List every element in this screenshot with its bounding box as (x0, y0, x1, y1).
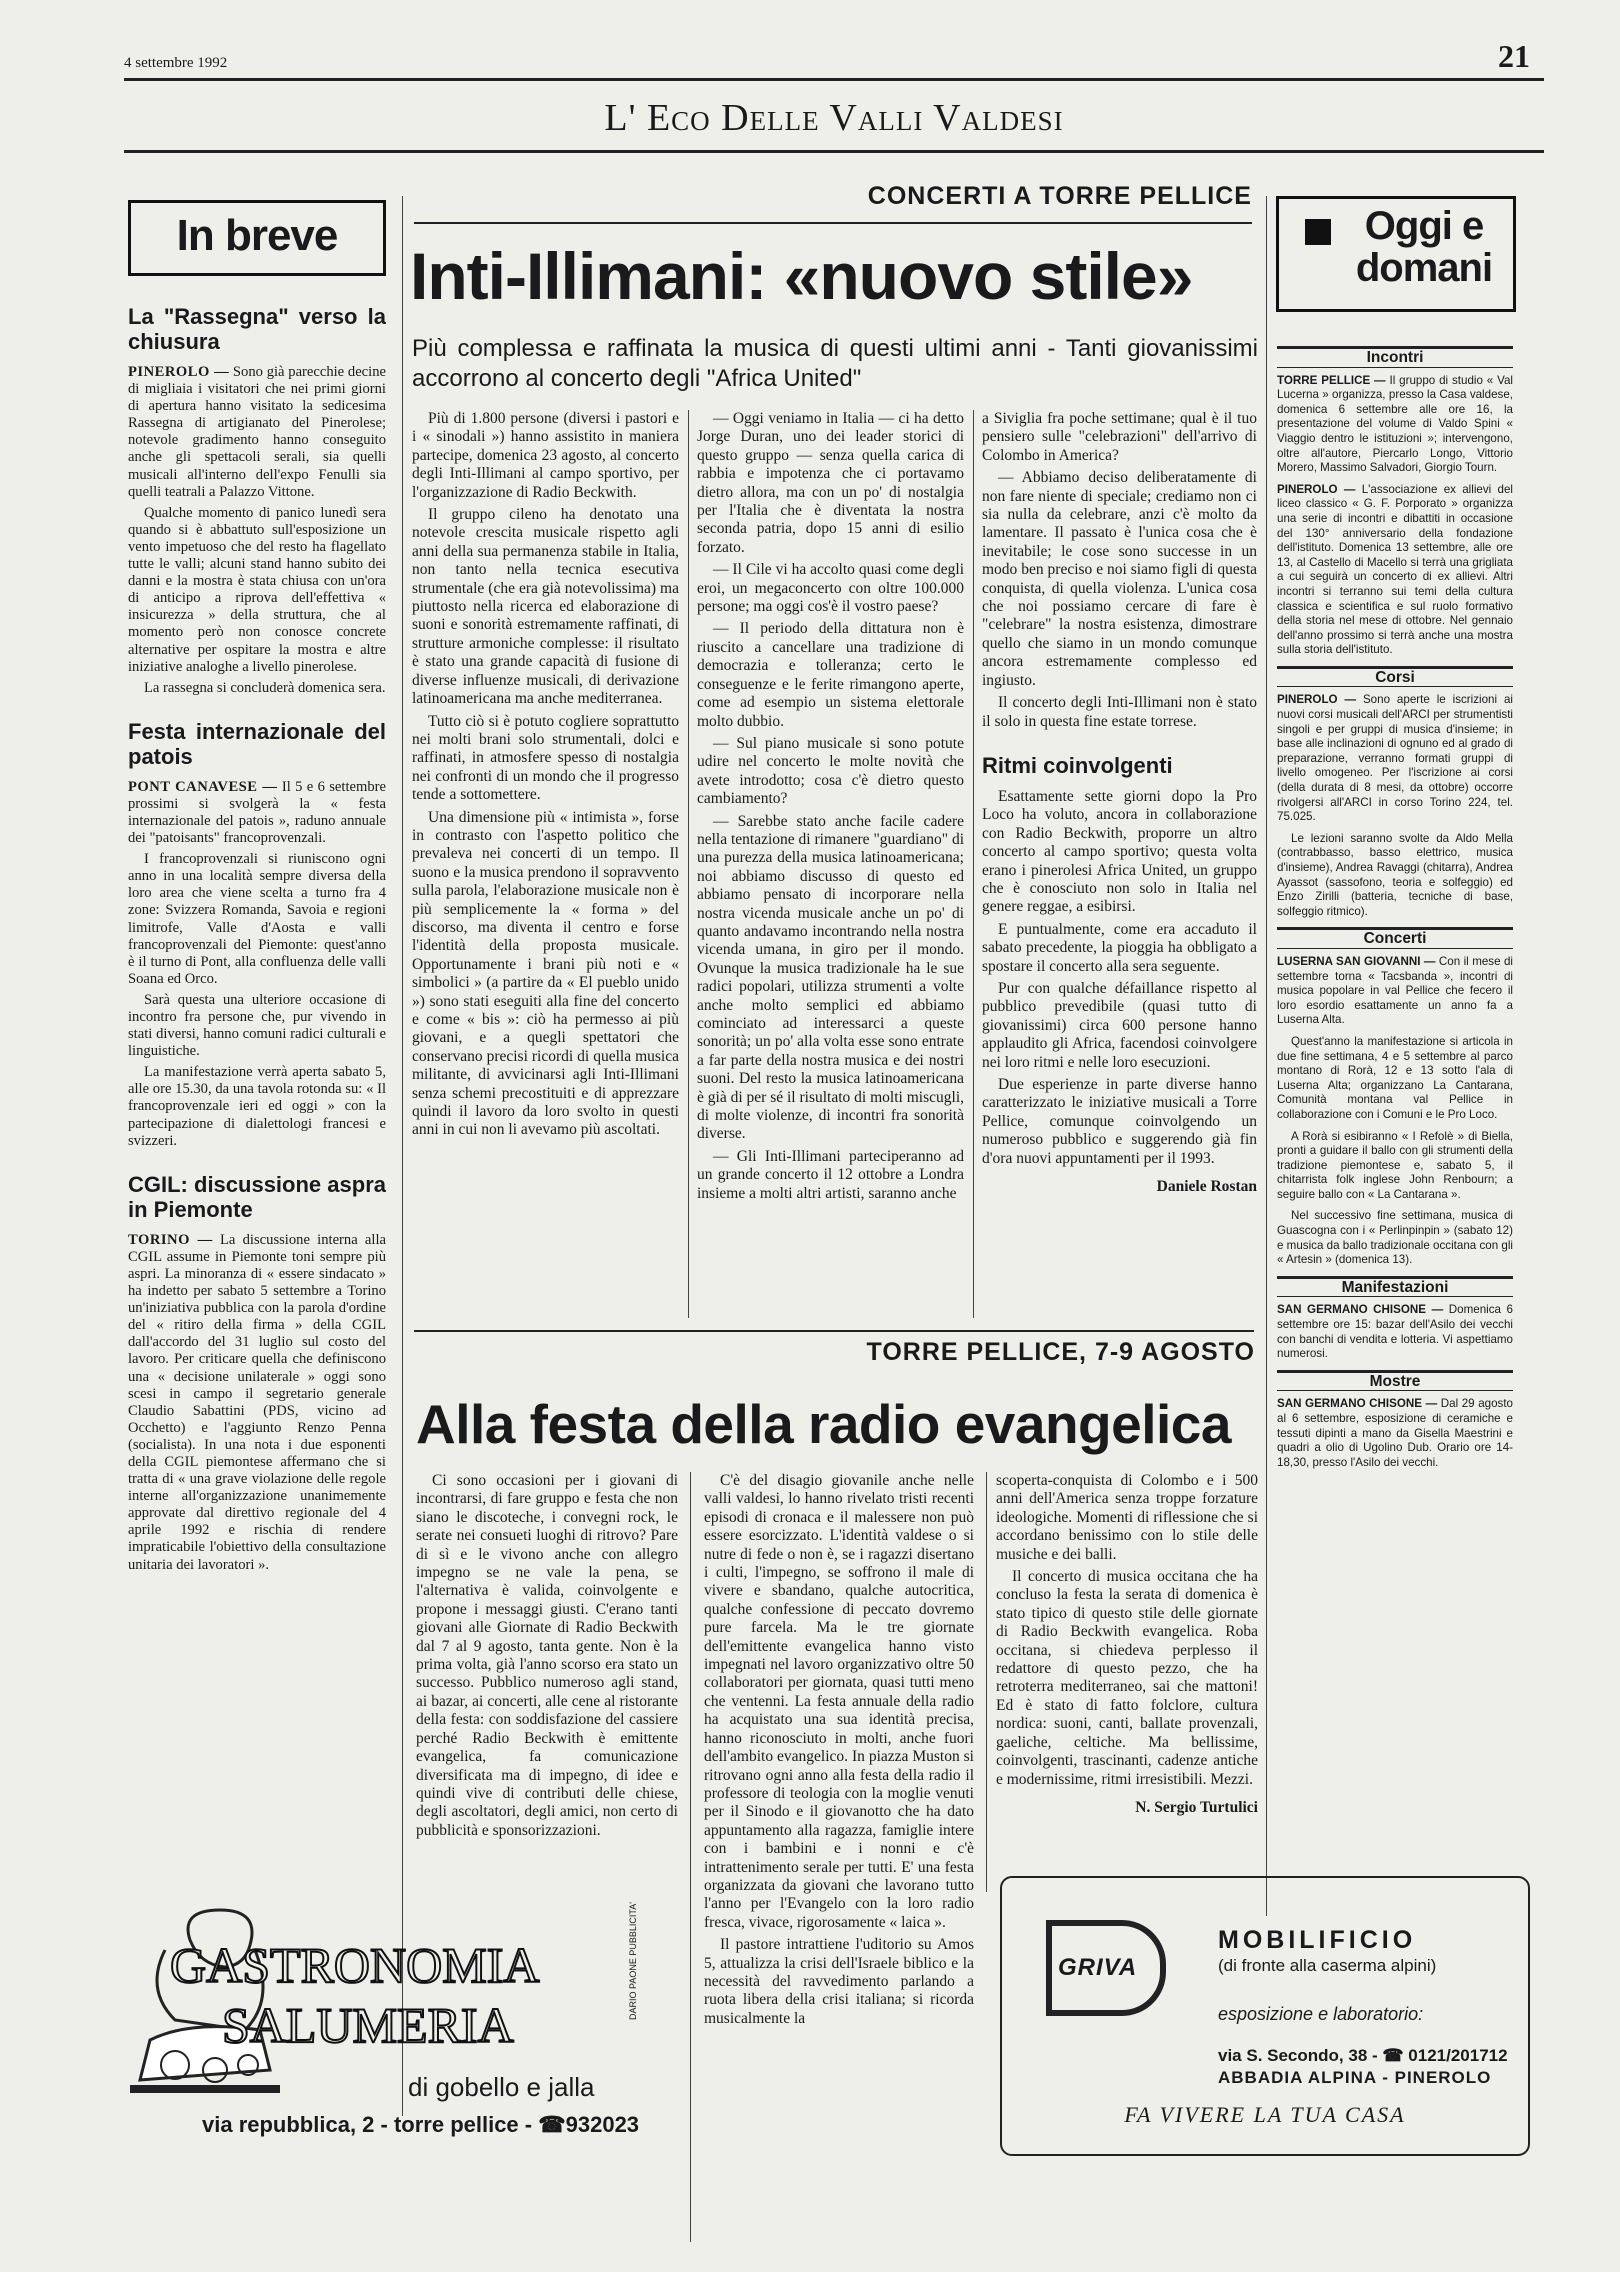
paragraph: Una dimensione più « intimista », forse in contrasto con l'aspetto politico che prevaleva nei concerti di un tempo. Il suono e la musica prendono il sopravvento sulla parola, l'elaborazione musicale non è più semplicemente la « forma » del discorso, ma diventa il centro e forse l'identità della proposta musicale. Opportunamente i brani più noti e « simbolici » (a partire da « El pueblo unido ») sono stati eseguiti alla fine del concerto e come « bis »: ciò ha permesso ai più giovani, e a quegli spettatori che conservano precisi ricordi di quella musica militante, di avvicinarsi agli Inti-Illimani senza schemi precostituiti e di apprezzare quindi il lavoro da loro svolto in questi anni in cui non li avevamo più ascoltati. (412, 808, 679, 1139)
paragraph-text: Sono già parecchie decine di migliaia i visitatori che nei primi giorni di apertura hanno visitato la sedicesima Rassegna di artigianato del Pinerolese; notevole gradimento hanno conseguito anche gli spettacoli serali, sia quelli musicali all'interno dell'expo Fenulli sia quelli teatrali a Palazzo Vittone. (128, 364, 386, 500)
header-rule (124, 78, 1544, 81)
paragraph: Il concerto di musica occitana che ha concluso la festa la serata di domenica è stato tipico di questo stile delle giornate di Radio Beckwith evangelica. Roba occitana, si chiedeva perplesso il redattore di questo pezzo, che ha retroterra mediterraneo, sai che mattoni! Ed è stato di fatto folclore, cultura nordica: suoni, canti, ballate provenzali, gaeliche, celtiche. Ma bellissime, coinvolgenti, trascinanti, cadenze antiche e modernissime, ritmi irresistibili. Mezzi. (996, 1568, 1258, 1788)
ad-gastronomia-phone: 932023 (565, 2112, 640, 2137)
column-divider-left (402, 196, 403, 2116)
oggi-title: Oggi e domani (1355, 204, 1493, 290)
paragraph: Tutto ciò si è potuto cogliere soprattutto nei molti brani solo strumentali, dolci e raffinati, in atmosfere spesso di nostalgia nei confronti di un mondo che il progresso tende a sottomettere. (412, 712, 679, 804)
section-heading: Festa internazionale del patois (128, 718, 386, 769)
section-heading: Mostre (1277, 1370, 1513, 1392)
listing-item (1277, 483, 1513, 658)
subheading: Ritmi coinvolgenti (982, 752, 1173, 778)
paragraph: Il concerto degli Inti-Illimani non è stato il solo in questa fine estate torrese. (982, 694, 1257, 730)
section-heading: Incontri (1277, 346, 1513, 368)
section-heading: Manifestazioni (1277, 1276, 1513, 1298)
article2-column-2 (704, 1472, 974, 2242)
ad-mobilificio-subtitle: (di fronte alla caserma alpini) (1218, 1956, 1437, 1975)
listing-text: Con il mese di settembre torna « Tacsbanda », incontri di musica popolare in val Pellice che fecero il loro esordio esattamente un anno fa a Luserna Alta. (1277, 954, 1513, 1027)
paragraph-text: La manifestazione verrà aperta sabato 5, alle ore 15.30, da una tavola rotonda su: « Il francoprovenzale ieri ed oggi » con la partecipazione di dialettologi francesi e svizzeri. (128, 1064, 386, 1149)
ad-mobilificio-title: MOBILIFICIO (1218, 1926, 1417, 1954)
column-divider-right (1266, 196, 1267, 1916)
paragraph (128, 680, 386, 697)
paragraph: Esattamente sette giorni dopo la Pro Loco ha voluto, ancora in collaborazione con Radio Beckwith, proporre un altro concerto al campo sportivo; questa volta erano i pinerolesi Africa United, un gruppo che è conosciuto non solo in Italia nel genere reggae, a esibirsi. (982, 787, 1257, 916)
paragraph (128, 992, 386, 1060)
section-heading: La "Rassegna" verso la chiusura (128, 304, 386, 354)
listing-item (1277, 832, 1513, 920)
griva-logo (1046, 1920, 1166, 2016)
paragraph: Il pastore intrattiene l'uditorio su Amos 5, attualizza la crisi dell'Israele biblico e la necessità del ravvedimento parlando a ruota libera della crisi italiana; si ricorda musicalmente la (704, 1936, 974, 2027)
section-heading: Concerti (1277, 927, 1513, 949)
in-breve-column (128, 296, 386, 1906)
paragraph: Il gruppo cileno ha denotato una notevole crescita musicale rispetto agli anni della sua permanenza stabile in Italia, non tanto nella tecnica esecutiva strumentale (che era già notevolissima) ma piuttosto nella ricerca ed elaborazione di suoni e sonorità estremamente raffinati, di strutture armoniche complesse: il risultato è stato una grande capacità di fusione di diverse influenze musicali, di derivazione latinoamericana ma anche mediterranea. (412, 506, 679, 708)
masthead-rule (124, 150, 1544, 153)
ad-gastronomia-address-line (202, 2112, 639, 2138)
paragraph-text: I francoprovenzali si riuniscono ogni anno in una località sempre diversa della loro area che viene scelta a turno fra 4 zone: Svizzera Romanda, Savoia e regioni limitrofe, Valle d'Aosta e valli francoprovenzali del Piemonte: quest'anno è il turno di Pont, alla confluenza delle valli Soana ed Orco. (128, 851, 386, 987)
paragraph (128, 779, 386, 847)
paragraph (128, 1232, 386, 1574)
listing-item (1277, 955, 1513, 1028)
listing-item (1277, 1130, 1513, 1203)
paragraph: a Siviglia fra poche settimane; qual è il tuo pensiero sulle "celebrazioni" dell'arrivo di Colombo in America? (982, 410, 1257, 464)
byline: Daniele Rostan (1156, 1178, 1257, 1196)
listing-item (1277, 693, 1513, 824)
byline: N. Sergio Turtulici (1135, 1798, 1258, 1816)
article2-column-1 (416, 1472, 678, 1892)
listing-text: Nel successivo fine settimana, musica di Guascogna con i « Perlinpinpin » (sabato 12) e musica da ballo tradizionale occitana con gli « Artesin » (domenica 13). (1277, 1209, 1513, 1267)
column-divider (690, 1472, 691, 2242)
article1-column-3 (982, 410, 1257, 1320)
paragraph-text: Il 5 e 6 settembre prossimi si svolgerà la « festa internazionale del patois », raduno annuale dei "patoisants" francoprovenzali. (128, 778, 386, 847)
section-heading: Corsi (1277, 666, 1513, 688)
column-divider (986, 1472, 987, 1892)
paragraph: scoperta-conquista di Colombo e i 500 anni dell'America senza troppe forzature ideologiche. Momenti di riflessione che si accordano benissimo con lo stile delle musiche e dei balli. (996, 1472, 1258, 1563)
paragraph: Ci sono occasioni per i giovani di incontrarsi, di fare gruppo e festa che non siano le discoteche, i convegni rock, le serate nei consueti luoghi di ritrovo? Pare di sì e le vivono anche con allegro impegno se ne vale la pena, se l'alternativa è valida, coinvolgente e propone i messaggi giusti. C'erano tanti giovani alle Giornate di Radio Beckwith dal 7 al 9 agosto, tanta gente. Non è la prima volta, già l'anno scorso era stato un successo. Pubblico numeroso agli stand, ai bazar, ai concerti, alle cene al ristorante della festa: con soddisfazione del cassiere perché Radio Beckwith è emittente evangelica, fa comunicazione diversificata ma di impegno, di idee e quindi vive di contributi delle chiese, degli ascoltatori, degli amici, non certo di pubblicità e sponsorizzazioni. (416, 1472, 678, 1839)
paragraph: Due esperienze in parte diverse hanno caratterizzato le iniziative musicali a Torre Pellice, comunque coinvolgendo un numeroso pubblico e suggerendo già fin d'ora nuovi appuntamenti per il 1993. (982, 1076, 1257, 1167)
dateline: TORINO — (128, 1231, 213, 1248)
oggi-column (1277, 338, 1513, 1748)
ad-mobilificio-address-line (1218, 2046, 1508, 2066)
paragraph (128, 364, 386, 501)
ad-mobilificio-address: via S. Secondo, 38 - (1218, 2046, 1378, 2065)
paragraph: — Il Cile vi ha accolto quasi come degli eroi, un megaconcerto con oltre 100.000 persone; ma oggi cos'è il vostro paese? (697, 561, 964, 616)
dateline: PINEROLO — (128, 364, 230, 380)
in-breve-title: In breve (176, 211, 338, 260)
ad-mobilificio-label: esposizione e laboratorio: (1218, 2004, 1424, 2024)
column-divider (688, 410, 689, 1318)
paragraph (128, 505, 386, 676)
oggi-box (1276, 196, 1516, 312)
griva-logo-text: GRIVA (1058, 1954, 1138, 1981)
listing-item (1277, 1209, 1513, 1267)
in-breve-box (128, 200, 386, 276)
article1-headline: Inti-Illimani: «nuovo stile» (410, 239, 1193, 313)
masthead: L' Eco Delle Valli Valdesi (604, 97, 1064, 139)
ad-gastronomia-owners: di gobello e jalla (408, 2072, 595, 2102)
ad-gastronomia-address: via repubblica, 2 - torre pellice - (202, 2112, 533, 2137)
listing-text: Il gruppo di studio « Val Lucerna » organizza, presso la Casa valdese, domenica 6 settembre alle ore 16, la presentazione del volume di Valdo Spini « Viaggio dentro le istituzioni »; intervengono, oltre all'autore, Piercarlo Longo, Vittorio Morero, Massimo Salvadori, Giorgio Tourn. (1277, 373, 1513, 475)
page-date: 4 settembre 1992 (124, 55, 228, 71)
telephone-icon: ☎ (532, 2112, 566, 2137)
article2-kicker: TORRE PELLICE, 7-9 AGOSTO (866, 1338, 1255, 1366)
article1-column-1 (412, 410, 679, 1320)
ad-mobilificio-city: ABBADIA ALPINA - PINEROLO (1218, 2068, 1492, 2087)
listing-text: Quest'anno la manifestazione si articola in due fine settimana, 4 e 5 settembre al parco montano di Rorà, 12 e 13 sotto l'ala di Luserna Alta; organizzano La Cantarana, Comunità montana val Pellice in collaborazione con i Comuni e le Pro Loco. (1277, 1034, 1513, 1121)
paragraph-text: Qualche momento di panico lunedì sera quando si è abbattuto sull'esposizione un vento impetuoso che del resto ha flagellato tutte le valli; alcuni stand hanno subito dei danni e la mostra è stata chiusa con un'ora di anticipo a riprova dell'effettiva « insicurezza » della struttura, che al momento però non conosce concrete alternative per ospitare la mostra e altre iniziative analoghe a livello pinerolese. (128, 504, 386, 675)
article1-kicker: CONCERTI A TORRE PELLICE (867, 182, 1252, 210)
paragraph: Pur con qualche défaillance rispetto al pubblico prevedibile (quasi tutto di giovanissimi) circa 600 persone hanno applaudito gli Africa, facendosi coinvolgere nei loro ritmi e nelle loro esecuzioni. (982, 979, 1257, 1071)
ad-mobilificio-phone: 0121/201712 (1408, 2046, 1508, 2065)
paragraph: — Il periodo della dittatura non è riuscito a cancellare una tradizione di democrazia e tolleranza; certo le conseguenze e le ferite rimangono aperte, come ad esempio un sistema elettorale molto dubbio. (697, 620, 964, 730)
ad-mobilificio-slogan: FA VIVERE LA TUA CASA (1124, 2102, 1406, 2127)
page-number: 21 (1498, 38, 1530, 74)
paragraph: C'è del disagio giovanile anche nelle valli valdesi, lo hanno rivelato tristi recenti episodi di cronaca e il malessere non può essere esorcizzato. L'identità valdese o si nutre di fede o non è, se i ragazzi disertano i culti, l'impegno, se soffrono il male di vivere e sbandano, qualche autocritica, qualche confessione di peccato dovremo pure farcela. Ma le tre giornate dell'emittente evangelica hanno visto impegnati nel lavoro organizzativo oltre 50 collaboratori per giornata, quasi tutti meno che ventenni. La festa annuale della radio ha acquistato una sua identità precisa, hanno riconosciuto in molti, anche fuori dell'ambito evangelico. In piazza Muston si ritrovano ogni anno alla festa della radio il professore di teologia con la moglie venuti per il Sinodo e il giovanotto che ha dato appuntamento alla ragazza, famiglie intere con i bambini e i nonni e c'è intrattenimento serale per tutti. E' una festa organizzata da giovani che lavorano tutto l'anno per l'Evangelo con la loro radio fresca, vivace, rigorosamente « laica ». (704, 1472, 974, 1931)
listing-item (1277, 1397, 1513, 1470)
ad-gastronomia (130, 1900, 678, 2148)
listing-text: Le lezioni saranno svolte da Aldo Mella (contrabbasso, basso elettrico, musica d'insieme), Andrea Ravaggi (chitarra), Andrea Ayassot (sassofono, teoria e solfeggio) ed Enzo Zirilli (batteria, tecniche di base, solfeggio ritmico). (1277, 831, 1513, 918)
listing-item (1277, 374, 1513, 476)
paragraph (128, 851, 386, 988)
paragraph-text: La rassegna si concluderà domenica sera. (144, 679, 386, 696)
paragraph: — Sarebbe stato anche facile cadere nella tentazione di rimanere "guardiano" di una purezza della musica latinoamericana; noi abbiamo discusso di questo ed abbiamo pensato di incorporare nella nostra vicenda musicale anche un po' di quanto andavamo incontrando nella nostra vicenda umana, in giro per il mondo. Ovunque la musica tradizionale ha le sue radici popolari, utilizza strumenti a volte anche molto semplici ed abbiamo cominciato ad interessarci a queste sonorità; un po' alla volta esse sono entrate a far parte della nostra musica e dei nostri suoni. Del resto la musica latinoamericana è già di per sé il risultato di molti miscugli, di molte violenze, di incontri fra sonorità diverse. (697, 812, 964, 1143)
paragraph-text: La discussione interna alla CGIL assume in Piemonte toni sempre più aspri. La minoranza di « essere sindacato » ha indetto per sabato 5 settembre a Torino un'iniziativa pubblica con la parola d'ordine del « ritiro della firma » della CGIL dall'accordo del 31 luglio sul costo del lavoro. Per criticare quella che definiscono una « decisione unilaterale » oggi sono scesi in campo il segretario generale Claudio Sabattini (PDS, vicino ad Occhetto) e l'aggiunto Renzo Penna (socialista). In una nota i due esponenti della CGIL piemontese affermano che si tratta di « una grave violazione delle regole interne all'organizzazione unanimemente approvate dal direttivo regionale del 4 aprile 1992 e rischia di rendere impraticabile l'obiettivo della consultazione unitaria dei lavoratori ». (128, 1231, 386, 1573)
ad-gastronomia-credit: DARIO PAONE PUBBLICITA' (628, 1902, 638, 2020)
paragraph: E puntualmente, come era accaduto il sabato precedente, la pioggia ha obbligato a spostare il concerto alla sera seguente. (982, 920, 1257, 975)
paragraph-text: Sarà questa una ulteriore occasione di incontro fra persone che, pur vivendo in stati diversi, hanno comuni radici culturali e linguistiche. (128, 991, 386, 1060)
column-divider (973, 410, 974, 1318)
ad-gastronomia-line1: GASTRONOMIA (170, 1937, 540, 1993)
ad-mobilificio (1000, 1876, 1530, 2156)
paragraph: — Oggi veniamo in Italia — ci ha detto Jorge Duran, uno dei leader storici di questo gruppo — senza quella carica di rabbia e impotenza che ci portavamo dietro allora, ma con un po' di nostalgia per l'Italia che è diventata la nostra seconda patria, dopo 15 anni di esilio forzato. (697, 410, 964, 556)
dateline: TORRE PELLICE — (1277, 373, 1386, 387)
listing-text: Dal 29 agosto al 6 settembre, esposizione di ceramiche e tessuti dipinti a mano da Gisella Maestrini e quadri a olio di Ugolino Dub. Orario ore 14-18,30, presso l'Asilo dei vecchi. (1277, 1397, 1513, 1469)
paragraph (128, 1064, 386, 1149)
article1-column-2 (697, 410, 964, 1320)
paragraph: Più di 1.800 persone (diversi i pastori e i « sinodali ») hanno assistito in maniera partecipe, domenica 23 agosto, al concerto degli Inti-Illimani al campo sportivo, per l'organizzazione di Radio Beckwith. (412, 410, 679, 501)
ad-gastronomia-line2: SALUMERIA (222, 1997, 514, 2053)
article1-kicker-rule (414, 222, 1252, 224)
section-heading: CGIL: discussione aspra in Piemonte (128, 1171, 386, 1222)
paragraph: — Sul piano musicale si sono potute udire nel concerto le molte novità che avete introdotto; cosa c'è dietro questo cambiamento? (697, 734, 964, 808)
article1-subhead: Più complessa e raffinata la musica di questi ultimi anni - Tanti giovanissimi accorrono al concerto degli "Africa United" (412, 335, 1258, 392)
dateline: SAN GERMANO CHISONE — (1277, 1303, 1444, 1317)
paragraph: — Abbiamo deciso deliberatamente di non fare niente di speciale; crediamo non ci sia nulla da celebrare, anzi c'è molto da lamentare. Il passato è l'unica cosa che è inevitabile; le cose sono successe in un modo ben preciso e noi siamo figli di questa conquista, di quella violenza. L'unica cosa che noi possiamo cercare di fare è "celebrare" la nostra esistenza, dimostrare quello che siamo in un mondo comunque ancora estremamente complesso ed ingiusto. (982, 469, 1257, 689)
listing-item (1277, 1303, 1513, 1361)
dateline: PINEROLO — (1277, 693, 1357, 707)
paragraph: — Gli Inti-Illimani parteciperanno ad un grande concerto il 12 ottobre a Londra insieme a molti altri artisti, saranno anche (697, 1147, 964, 1202)
dateline: SAN GERMANO CHISONE — (1277, 1397, 1438, 1411)
article2-column-3 (996, 1472, 1258, 1892)
listing-text: L'associazione ex allievi del liceo classico « G. F. Porporato » organizza una serie di incontri e dibattiti in occasione del 130° anniversario della fondazione dell'istituto. Domenica 13 settembre, alle ore 13, al Castello di Macello si terrà una grigliata a cui seguirà un concerto di ex allievi. Altri incontri si terranno sui temi della cultura classica e scientifica e sul ruolo formativo della storia nel mese di ottobre. Nel gennaio dell'anno prossimo si terrà anche una mostra sulla storia dell'istituto. (1277, 482, 1513, 657)
dateline: PONT CANAVESE — (128, 778, 278, 795)
listing-text: Domenica 6 settembre ore 15: bazar dell'Asilo dei vecchi con banchi di vendita e lotteria. Vi aspettiamo numerosi. (1277, 1303, 1513, 1361)
listing-item (1277, 1035, 1513, 1123)
listing-text: A Rorà si esibiranno « I Refolè » di Biella, pronti a guidare il ballo con gli strumenti della tradizione piemontese e, sabato 5, il chitarrista folk inglese John Renbourn; a seguire ballo con « La Cantarana ». (1277, 1129, 1513, 1201)
telephone-icon: ☎ (1377, 2046, 1409, 2065)
article-separator (414, 1330, 1254, 1332)
dateline: PINEROLO — (1277, 482, 1356, 496)
listing-text: Sono aperte le iscrizioni ai nuovi corsi musicali dell'ARCI per strumentisti singoli e per gruppi di musica d'insieme; in base alle inclinazioni di ognuno ed al grado di preparazione, verranno formati gruppi di livello omogeneo. Per l'iscrizione ai corsi (della durata di 8 mesi, da ottobre) occorre rivolgersi all'ARCI in corso Torino 224, tel. 75.025. (1277, 693, 1513, 824)
dateline: LUSERNA SAN GIOVANNI — (1277, 954, 1436, 968)
article2-headline: Alla festa della radio evangelica (416, 1393, 1231, 1455)
